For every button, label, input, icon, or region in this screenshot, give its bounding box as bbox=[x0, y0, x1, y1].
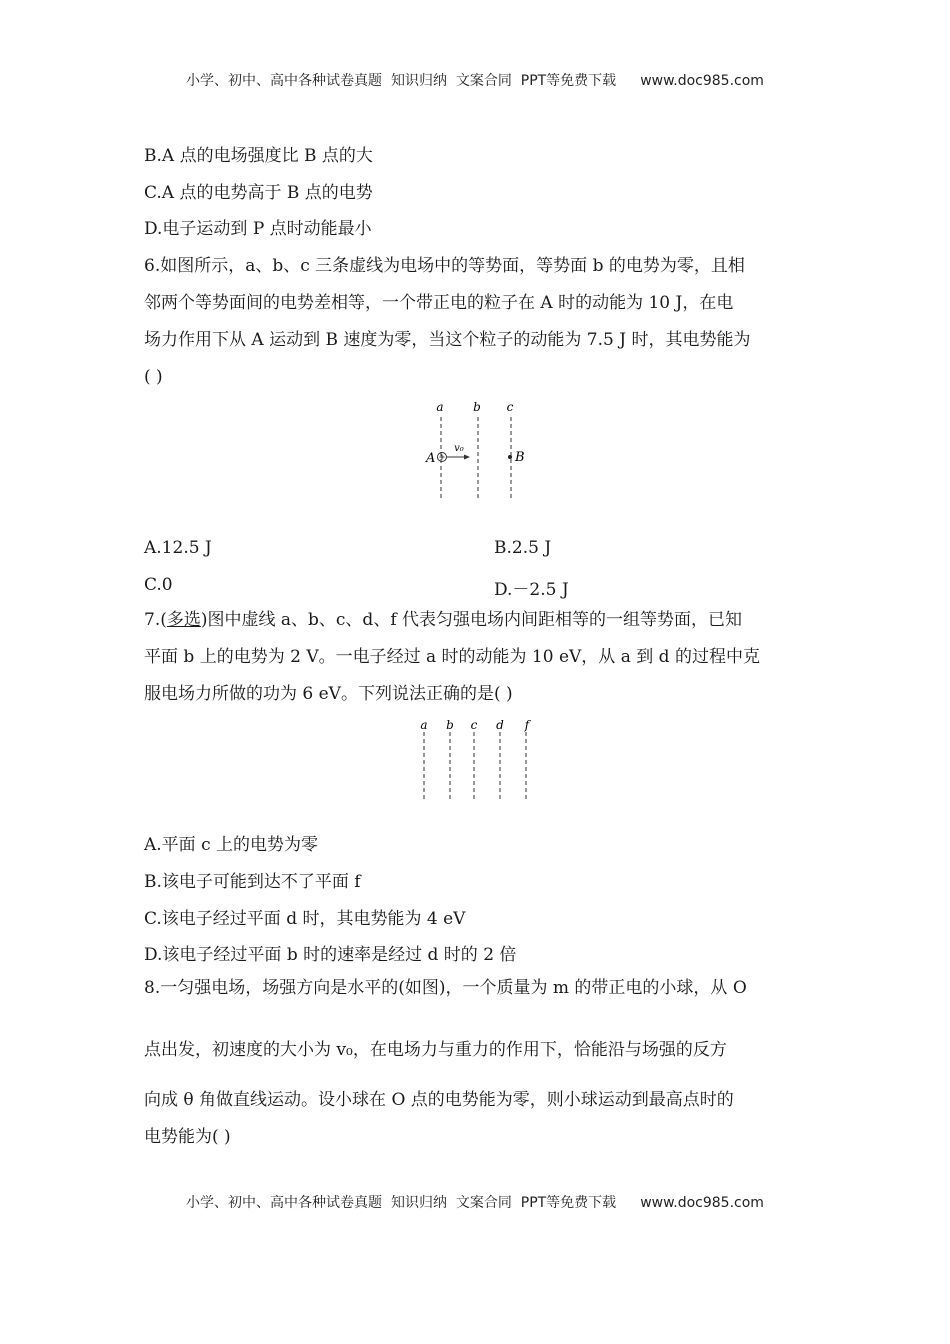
arrow-head-icon bbox=[464, 455, 470, 460]
q7-line: 平面 b 上的电势为 2 V。一电子经过 a 时的动能为 10 eV，从 a 到 d 的过程中克 bbox=[144, 647, 760, 667]
q7-label-b: b bbox=[446, 718, 454, 732]
q6-stem bbox=[144, 248, 809, 396]
q6-line: 邻两个等势面间的电势差相等，一个带正电的粒子在 A 时的动能为 10 J，在电 bbox=[144, 293, 734, 313]
q7-line: 服电场力所做的功为 6 eV。下列说法正确的是( ) bbox=[144, 684, 513, 704]
q7-option-d: D.该电子经过平面 b 时的速率是经过 d 时的 2 倍 bbox=[144, 945, 517, 965]
q5-option-b: B.A 点的电场强度比 B 点的大 bbox=[144, 146, 373, 166]
q8-line: 8.一匀强电场，场强方向是水平的(如图)，一个质量为 m 的带正电的小球，从 O bbox=[144, 978, 747, 998]
q7-figure bbox=[408, 712, 548, 804]
q6-label-a: a bbox=[436, 400, 444, 414]
q5-option-c: C.A 点的电势高于 B 点的电势 bbox=[144, 183, 373, 203]
q7-line1-rest: )图中虚线 a、b、c、d、f 代表匀强电场内间距相等的一组等势面，已知 bbox=[200, 610, 743, 630]
q6-point-a-label: A bbox=[426, 451, 436, 466]
q7-label-c: c bbox=[470, 718, 478, 732]
q7-option-a: A.平面 c 上的电势为零 bbox=[144, 835, 319, 855]
q7-label-d: d bbox=[496, 718, 504, 732]
q8-line: 向成 θ 角做直线运动。设小球在 O 点的电势能为零，则小球运动到最高点时的 bbox=[144, 1090, 734, 1110]
page-footer bbox=[0, 1192, 950, 1212]
q7-multi-select-tag: 多选 bbox=[166, 610, 201, 630]
q7-option-b: B.该电子可能到达不了平面 f bbox=[144, 872, 361, 892]
q6-option-c: C.0 bbox=[144, 575, 173, 595]
footer-text: 小学、初中、高中各种试卷真题 知识归纳 文案合同 PPT等免费下载 bbox=[186, 1195, 617, 1211]
q6-option-b: B.2.5 J bbox=[494, 538, 552, 558]
header-url[interactable]: www.doc985.com bbox=[640, 73, 764, 89]
header-text: 小学、初中、高中各种试卷真题 知识归纳 文案合同 PPT等免费下载 bbox=[186, 73, 617, 89]
footer-url[interactable]: www.doc985.com bbox=[640, 1195, 764, 1211]
point-b-dot bbox=[508, 455, 512, 459]
q6-velocity-label: v₀ bbox=[454, 443, 464, 454]
q7-stem bbox=[144, 602, 809, 713]
q5-option-d: D.电子运动到 P 点时动能最小 bbox=[144, 219, 372, 239]
q7-option-c: C.该电子经过平面 d 时，其电势能为 4 eV bbox=[144, 909, 466, 929]
q6-line: ( ) bbox=[144, 367, 163, 387]
q6-label-c: c bbox=[506, 400, 514, 414]
q6-figure bbox=[410, 395, 540, 505]
q8-line: 电势能为( ) bbox=[144, 1127, 231, 1147]
q6-line: 场力作用下从 A 运动到 B 速度为零，当这个粒子的动能为 7.5 J 时，其电势能为 bbox=[144, 330, 751, 350]
q7-label-f: f bbox=[524, 718, 530, 732]
q6-option-a: A.12.5 J bbox=[144, 538, 212, 558]
q7-label-a: a bbox=[420, 718, 428, 732]
q6-line: 6.如图所示，a、b、c 三条虚线为电场中的等势面，等势面 b 的电势为零，且相 bbox=[144, 256, 745, 276]
q8-line: 点出发，初速度的大小为 v₀，在电场力与重力的作用下，恰能沿与场强的反方 bbox=[144, 1040, 727, 1060]
q7-line-1 bbox=[144, 602, 809, 639]
q6-point-b-label: B bbox=[515, 450, 525, 465]
q6-label-b: b bbox=[473, 400, 481, 414]
q6-option-d: D.－2.5 J bbox=[494, 580, 569, 600]
page-header bbox=[0, 70, 950, 90]
q7-prefix: 7.( bbox=[144, 610, 167, 630]
